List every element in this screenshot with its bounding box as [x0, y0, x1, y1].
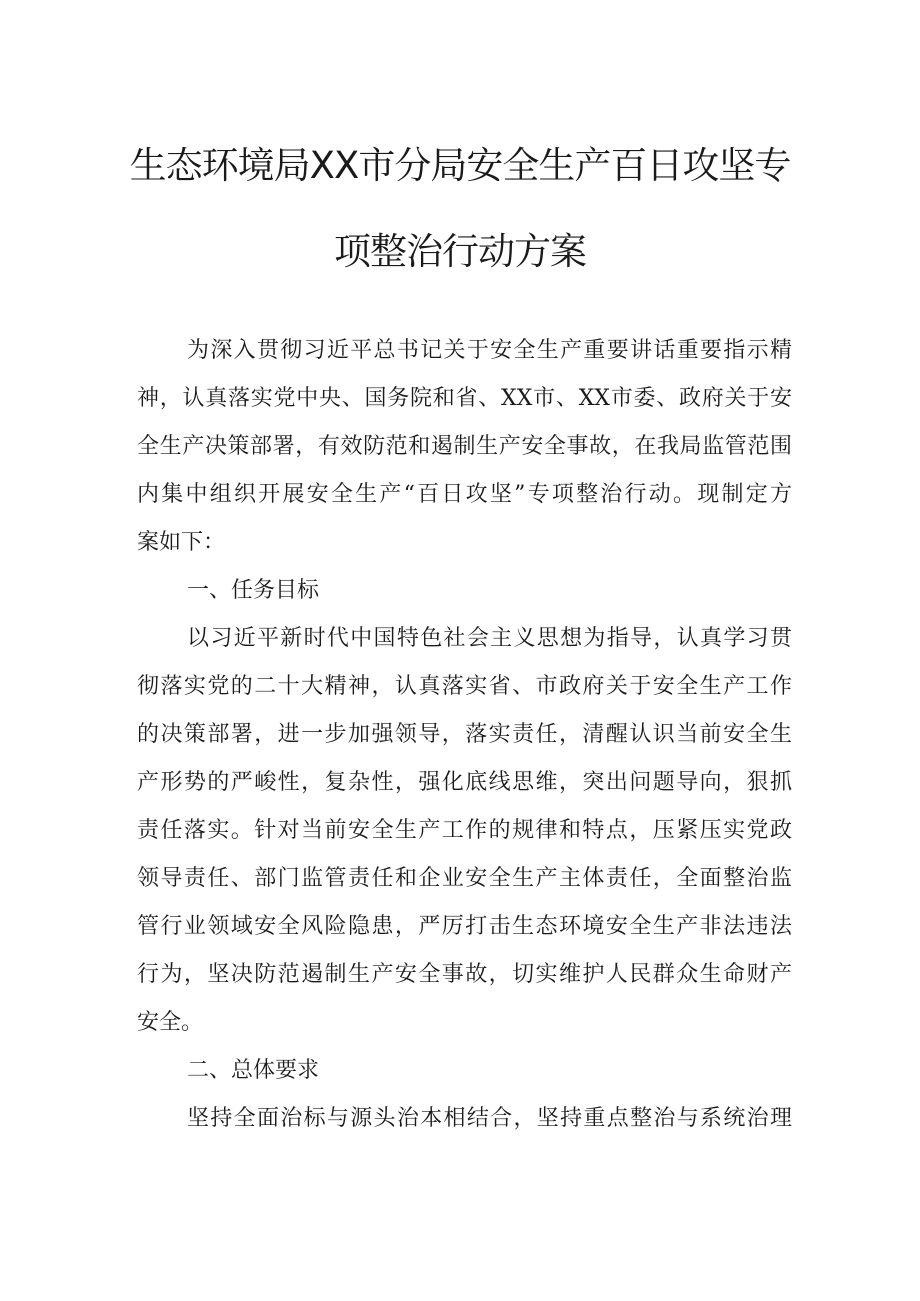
paragraph-intro-line-4: 内集中组织开展安全生产“百日攻坚”专项整治行动。现制定方	[137, 482, 792, 507]
paragraph-goals-line-9: 安全。	[137, 1010, 204, 1035]
paragraph-intro-line-5: 案如下：	[137, 530, 226, 555]
paragraph-goals-line-4: 产形势的严峻性，复杂性，强化底线思维，突出问题导向，狠抓	[137, 770, 792, 795]
paragraph-goals-line-7: 管行业领域安全风险隐患，严厉打击生态环境安全生产非法违法	[137, 914, 792, 939]
paragraph-goals-line-5: 责任落实。针对当前安全生产工作的规律和特点，压紧压实党政	[137, 818, 792, 843]
paragraph-goals-line-1: 以习近平新时代中国特色社会主义思想为指导，认真学习贯	[187, 626, 792, 651]
document-title-line-2: 项整治行动方案	[334, 230, 586, 273]
paragraph-intro-line-1: 为深入贯彻习近平总书记关于安全生产重要讲话重要指示精	[187, 338, 792, 363]
paragraph-intro-line-2: 神，认真落实党中央、国务院和省、XX市、XX市委、政府关于安	[137, 386, 792, 411]
paragraph-goals-line-6: 领导责任、部门监管责任和企业安全生产主体责任，全面整治监	[137, 866, 792, 891]
paragraph-intro-line-3: 全生产决策部署，有效防范和遏制生产安全事故，在我局监管范围	[137, 434, 792, 459]
section-heading-2: 二、总体要求	[187, 1058, 320, 1083]
paragraph-goals-line-3: 的决策部署，进一步加强领导，落实责任，清醒认识当前安全生	[137, 722, 792, 747]
paragraph-goals-line-2: 彻落实党的二十大精神，认真落实省、市政府关于安全生产工作	[137, 674, 792, 699]
paragraph-requirements-line-1: 坚持全面治标与源头治本相结合，坚持重点整治与系统治理	[187, 1106, 792, 1131]
document-title-line-1: 生态环境局XX市分局安全生产百日攻坚专	[129, 144, 791, 187]
section-heading-1: 一、任务目标	[187, 578, 320, 603]
paragraph-goals-line-8: 行为，坚决防范遏制生产安全事故，切实维护人民群众生命财产	[137, 962, 792, 987]
